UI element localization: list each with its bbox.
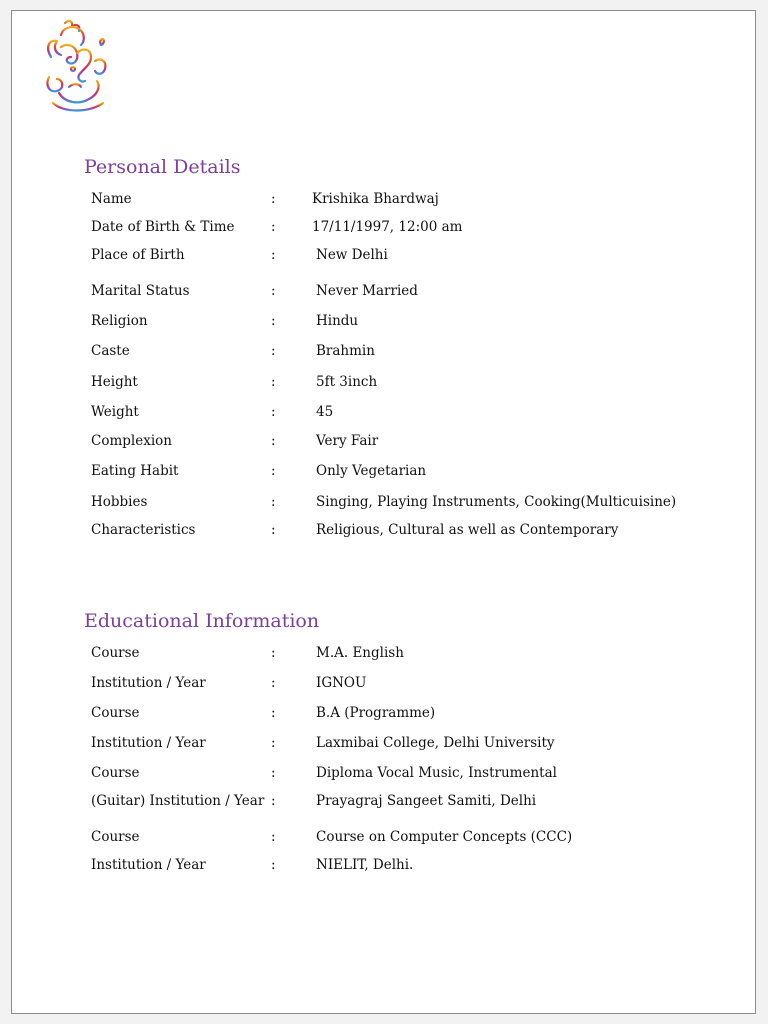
field-value: Never Married [316,283,418,299]
field-value: IGNOU [316,675,367,691]
field-label: (Guitar) Institution / Year [91,793,265,809]
field-label: Marital Status [91,283,190,299]
field-separator: : [271,494,276,510]
field-separator: : [271,219,276,235]
field-separator: : [271,433,276,449]
field-separator: : [271,343,276,359]
educational-information-heading: Educational Information [84,610,320,632]
field-value: Only Vegetarian [316,463,427,479]
field-separator: : [271,857,276,873]
field-value: B.A (Programme) [316,705,436,721]
field-label: Complexion [91,433,172,449]
biodata-page [11,10,756,1014]
field-label: Place of Birth [91,247,185,263]
field-label: Eating Habit [91,463,179,479]
field-separator: : [271,404,276,420]
field-separator: : [271,735,276,751]
field-label: Institution / Year [91,857,206,873]
personal-detail-row [12,191,757,211]
education-detail-row [12,857,757,877]
education-detail-row [12,829,757,849]
field-value: Singing, Playing Instruments, Cooking(Multicuisine) [316,494,677,510]
field-label: Name [91,191,132,207]
field-label: Date of Birth & Time [91,219,235,235]
field-separator: : [271,829,276,845]
field-value: 45 [316,404,334,420]
field-label: Course [91,829,140,845]
field-value: Prayagraj Sangeet Samiti, Delhi [316,793,537,809]
field-label: Religion [91,313,148,329]
personal-detail-row [12,522,757,542]
field-value: Course on Computer Concepts (CCC) [316,829,573,845]
field-value: Laxmibai College, Delhi University [316,735,555,751]
field-label: Institution / Year [91,675,206,691]
personal-detail-row [12,343,757,363]
field-value: M.A. English [316,645,404,661]
field-value: Diploma Vocal Music, Instrumental [316,765,557,781]
education-detail-row [12,705,757,725]
field-separator: : [271,374,276,390]
field-value: New Delhi [316,247,388,263]
field-separator: : [271,793,276,809]
field-separator: : [271,283,276,299]
personal-details-heading: Personal Details [84,156,241,178]
field-separator: : [271,765,276,781]
education-detail-row [12,675,757,695]
personal-detail-row [12,494,757,514]
education-detail-row [12,645,757,665]
personal-detail-row [12,374,757,394]
field-separator: : [271,191,276,207]
field-value: Hindu [316,313,359,329]
personal-detail-row [12,313,757,333]
field-label: Caste [91,343,130,359]
field-value: NIELIT, Delhi. [316,857,414,873]
field-value: Very Fair [316,433,379,449]
field-label: Height [91,374,138,390]
education-detail-row [12,765,757,785]
field-value: Brahmin [316,343,375,359]
field-value: Religious, Cultural as well as Contemporary [316,522,619,538]
field-separator: : [271,463,276,479]
personal-detail-row [12,219,757,239]
personal-detail-row [12,283,757,303]
field-value: 17/11/1997, 12:00 am [312,219,463,235]
field-separator: : [271,522,276,538]
field-label: Characteristics [91,522,196,538]
field-label: Hobbies [91,494,148,510]
field-label: Institution / Year [91,735,206,751]
field-separator: : [271,313,276,329]
personal-detail-row [12,404,757,424]
ganesha-logo-icon [39,17,115,119]
field-separator: : [271,645,276,661]
personal-detail-row [12,463,757,483]
personal-detail-row [12,433,757,453]
field-label: Weight [91,404,139,420]
field-separator: : [271,675,276,691]
education-detail-row [12,793,757,813]
field-value: Krishika Bhardwaj [312,191,439,207]
field-separator: : [271,705,276,721]
field-value: 5ft 3inch [316,374,378,390]
field-label: Course [91,645,140,661]
education-detail-row [12,735,757,755]
personal-detail-row [12,247,757,267]
field-separator: : [271,247,276,263]
field-label: Course [91,765,140,781]
field-label: Course [91,705,140,721]
